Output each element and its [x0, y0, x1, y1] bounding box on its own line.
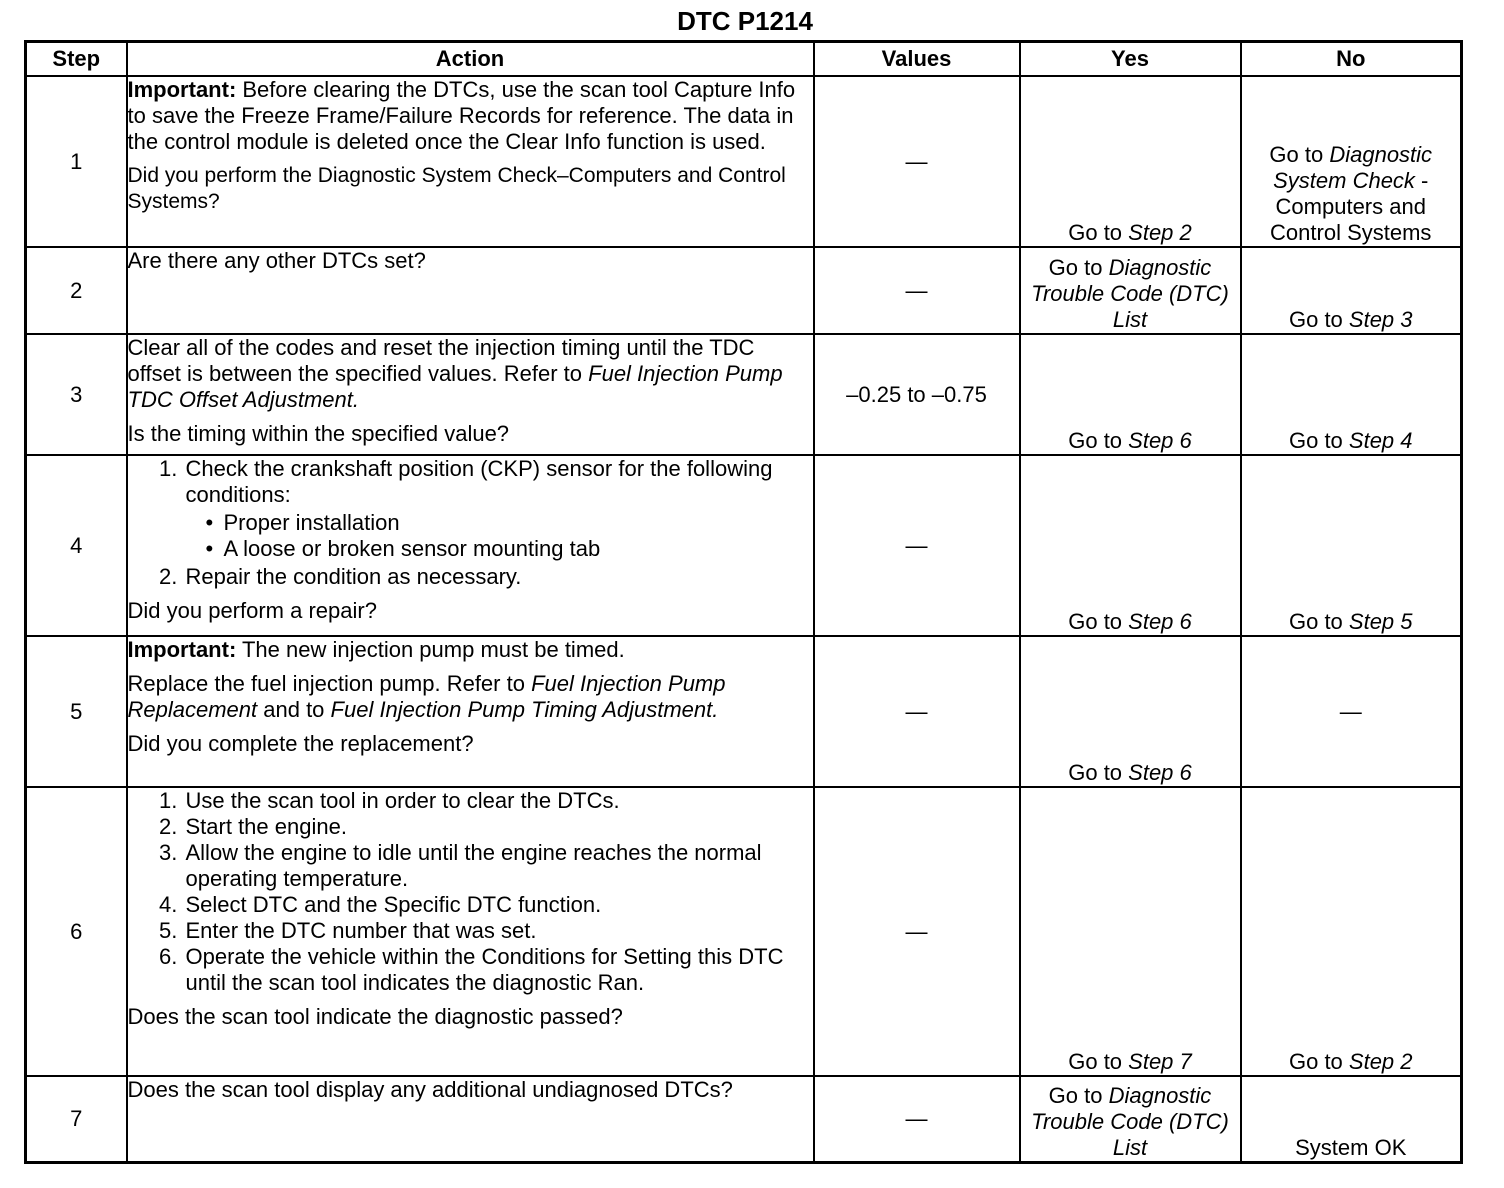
list-item: 5. Enter the DTC number that was set.: [184, 918, 813, 944]
table-row-step-5: [26, 636, 1462, 787]
header-action: Action: [127, 42, 814, 77]
yes-link[interactable]: Go to Diagnostic Trouble Code (DTC) List: [1020, 247, 1241, 334]
important-note: Important: The new injection pump must be timed.: [127, 637, 625, 662]
action-list: [128, 788, 813, 996]
step-number: 5: [26, 636, 127, 787]
no-link[interactable]: Go to Step 4: [1241, 334, 1462, 455]
step-number: 4: [26, 455, 127, 636]
action-list: [128, 456, 813, 590]
list-item: 2. Start the engine.: [184, 814, 813, 840]
header-values: Values: [814, 42, 1020, 77]
list-item: 2. Repair the condition as necessary.: [184, 564, 813, 590]
list-item: 6. Operate the vehicle within the Conditions for Setting this DTC until the scan tool indicates the diagnostic Ran.: [184, 944, 813, 996]
question-text: Does the scan tool display any additional undiagnosed DTCs?: [127, 1077, 733, 1102]
action-cell: [127, 455, 814, 636]
table-row-step-3: [26, 334, 1462, 455]
value-cell: —: [814, 76, 1020, 247]
bullet-list: [186, 510, 813, 562]
important-note: Important: Before clearing the DTCs, use the scan tool Capture Info to save the Freeze Frame/Failure Records for reference. The data in the control module is deleted once the Clear Info function is used.: [127, 77, 796, 154]
bullet-item: • A loose or broken sensor mounting tab: [222, 536, 813, 562]
value-cell: —: [814, 787, 1020, 1076]
list-item: 1. Use the scan tool in order to clear the DTCs.: [184, 788, 813, 814]
no-value: —: [1241, 636, 1462, 787]
question-text: Does the scan tool indicate the diagnostic passed?: [127, 1004, 623, 1029]
action-cell: [127, 636, 814, 787]
list-item: 1. Check the crankshaft position (CKP) sensor for the following conditions: • Proper installation • A loose or broken sensor mounting tab: [184, 456, 813, 562]
question-text: Did you perform the Diagnostic System Check–Computers and Control Systems?: [127, 164, 786, 213]
action-text: Clear all of the codes and reset the injection timing until the TDC offset is between the specified values. Refer to Fuel Injection Pump TDC Offset Adjustment.: [127, 335, 783, 412]
value-cell: —: [814, 247, 1020, 334]
no-link[interactable]: Go to Diagnostic System Check - Computers and Control Systems: [1241, 76, 1462, 247]
yes-link[interactable]: Go to Step 7: [1020, 787, 1241, 1076]
step-number: 7: [26, 1076, 127, 1162]
action-text: Replace the fuel injection pump. Refer to Fuel Injection Pump Replacement and to Fuel Injection Pump Timing Adjustment.: [127, 671, 726, 722]
value-cell: —: [814, 1076, 1020, 1162]
question-text: Is the timing within the specified value?: [127, 421, 510, 446]
action-cell: [127, 76, 814, 247]
question-text: Are there any other DTCs set?: [127, 248, 426, 273]
table-row-step-7: [26, 1076, 1462, 1162]
list-item: 3. Allow the engine to idle until the engine reaches the normal operating temperature.: [184, 840, 813, 892]
step-number: 1: [26, 76, 127, 247]
diagnostic-table: [24, 40, 1463, 1164]
action-cell: [127, 787, 814, 1076]
yes-link[interactable]: Go to Step 6: [1020, 334, 1241, 455]
question-text: Did you complete the replacement?: [127, 731, 474, 756]
step-number: 2: [26, 247, 127, 334]
table-row-step-1: [26, 76, 1462, 247]
value-cell: –0.25 to –0.75: [814, 334, 1020, 455]
page-title: DTC P1214: [677, 6, 813, 36]
bullet-item: • Proper installation: [222, 510, 813, 536]
table-row-step-4: [26, 455, 1462, 636]
header-step: Step: [26, 42, 127, 77]
header-no: No: [1241, 42, 1462, 77]
yes-link[interactable]: Go to Step 6: [1020, 455, 1241, 636]
value-cell: —: [814, 455, 1020, 636]
question-text: Did you perform a repair?: [127, 598, 377, 623]
no-link[interactable]: Go to Step 3: [1241, 247, 1462, 334]
table-row-step-6: [26, 787, 1462, 1076]
value-cell: —: [814, 636, 1020, 787]
action-cell: [127, 247, 814, 334]
yes-link[interactable]: Go to Step 2: [1020, 76, 1241, 247]
no-link[interactable]: Go to Step 5: [1241, 455, 1462, 636]
yes-link[interactable]: Go to Diagnostic Trouble Code (DTC) List: [1020, 1076, 1241, 1162]
header-row: [26, 42, 1462, 77]
yes-link[interactable]: Go to Step 6: [1020, 636, 1241, 787]
action-cell: [127, 1076, 814, 1162]
step-number: 6: [26, 787, 127, 1076]
step-number: 3: [26, 334, 127, 455]
header-yes: Yes: [1020, 42, 1241, 77]
no-link[interactable]: Go to Step 2: [1241, 787, 1462, 1076]
no-value: System OK: [1241, 1076, 1462, 1162]
list-item: 4. Select DTC and the Specific DTC function.: [184, 892, 813, 918]
table-row-step-2: [26, 247, 1462, 334]
action-cell: [127, 334, 814, 455]
